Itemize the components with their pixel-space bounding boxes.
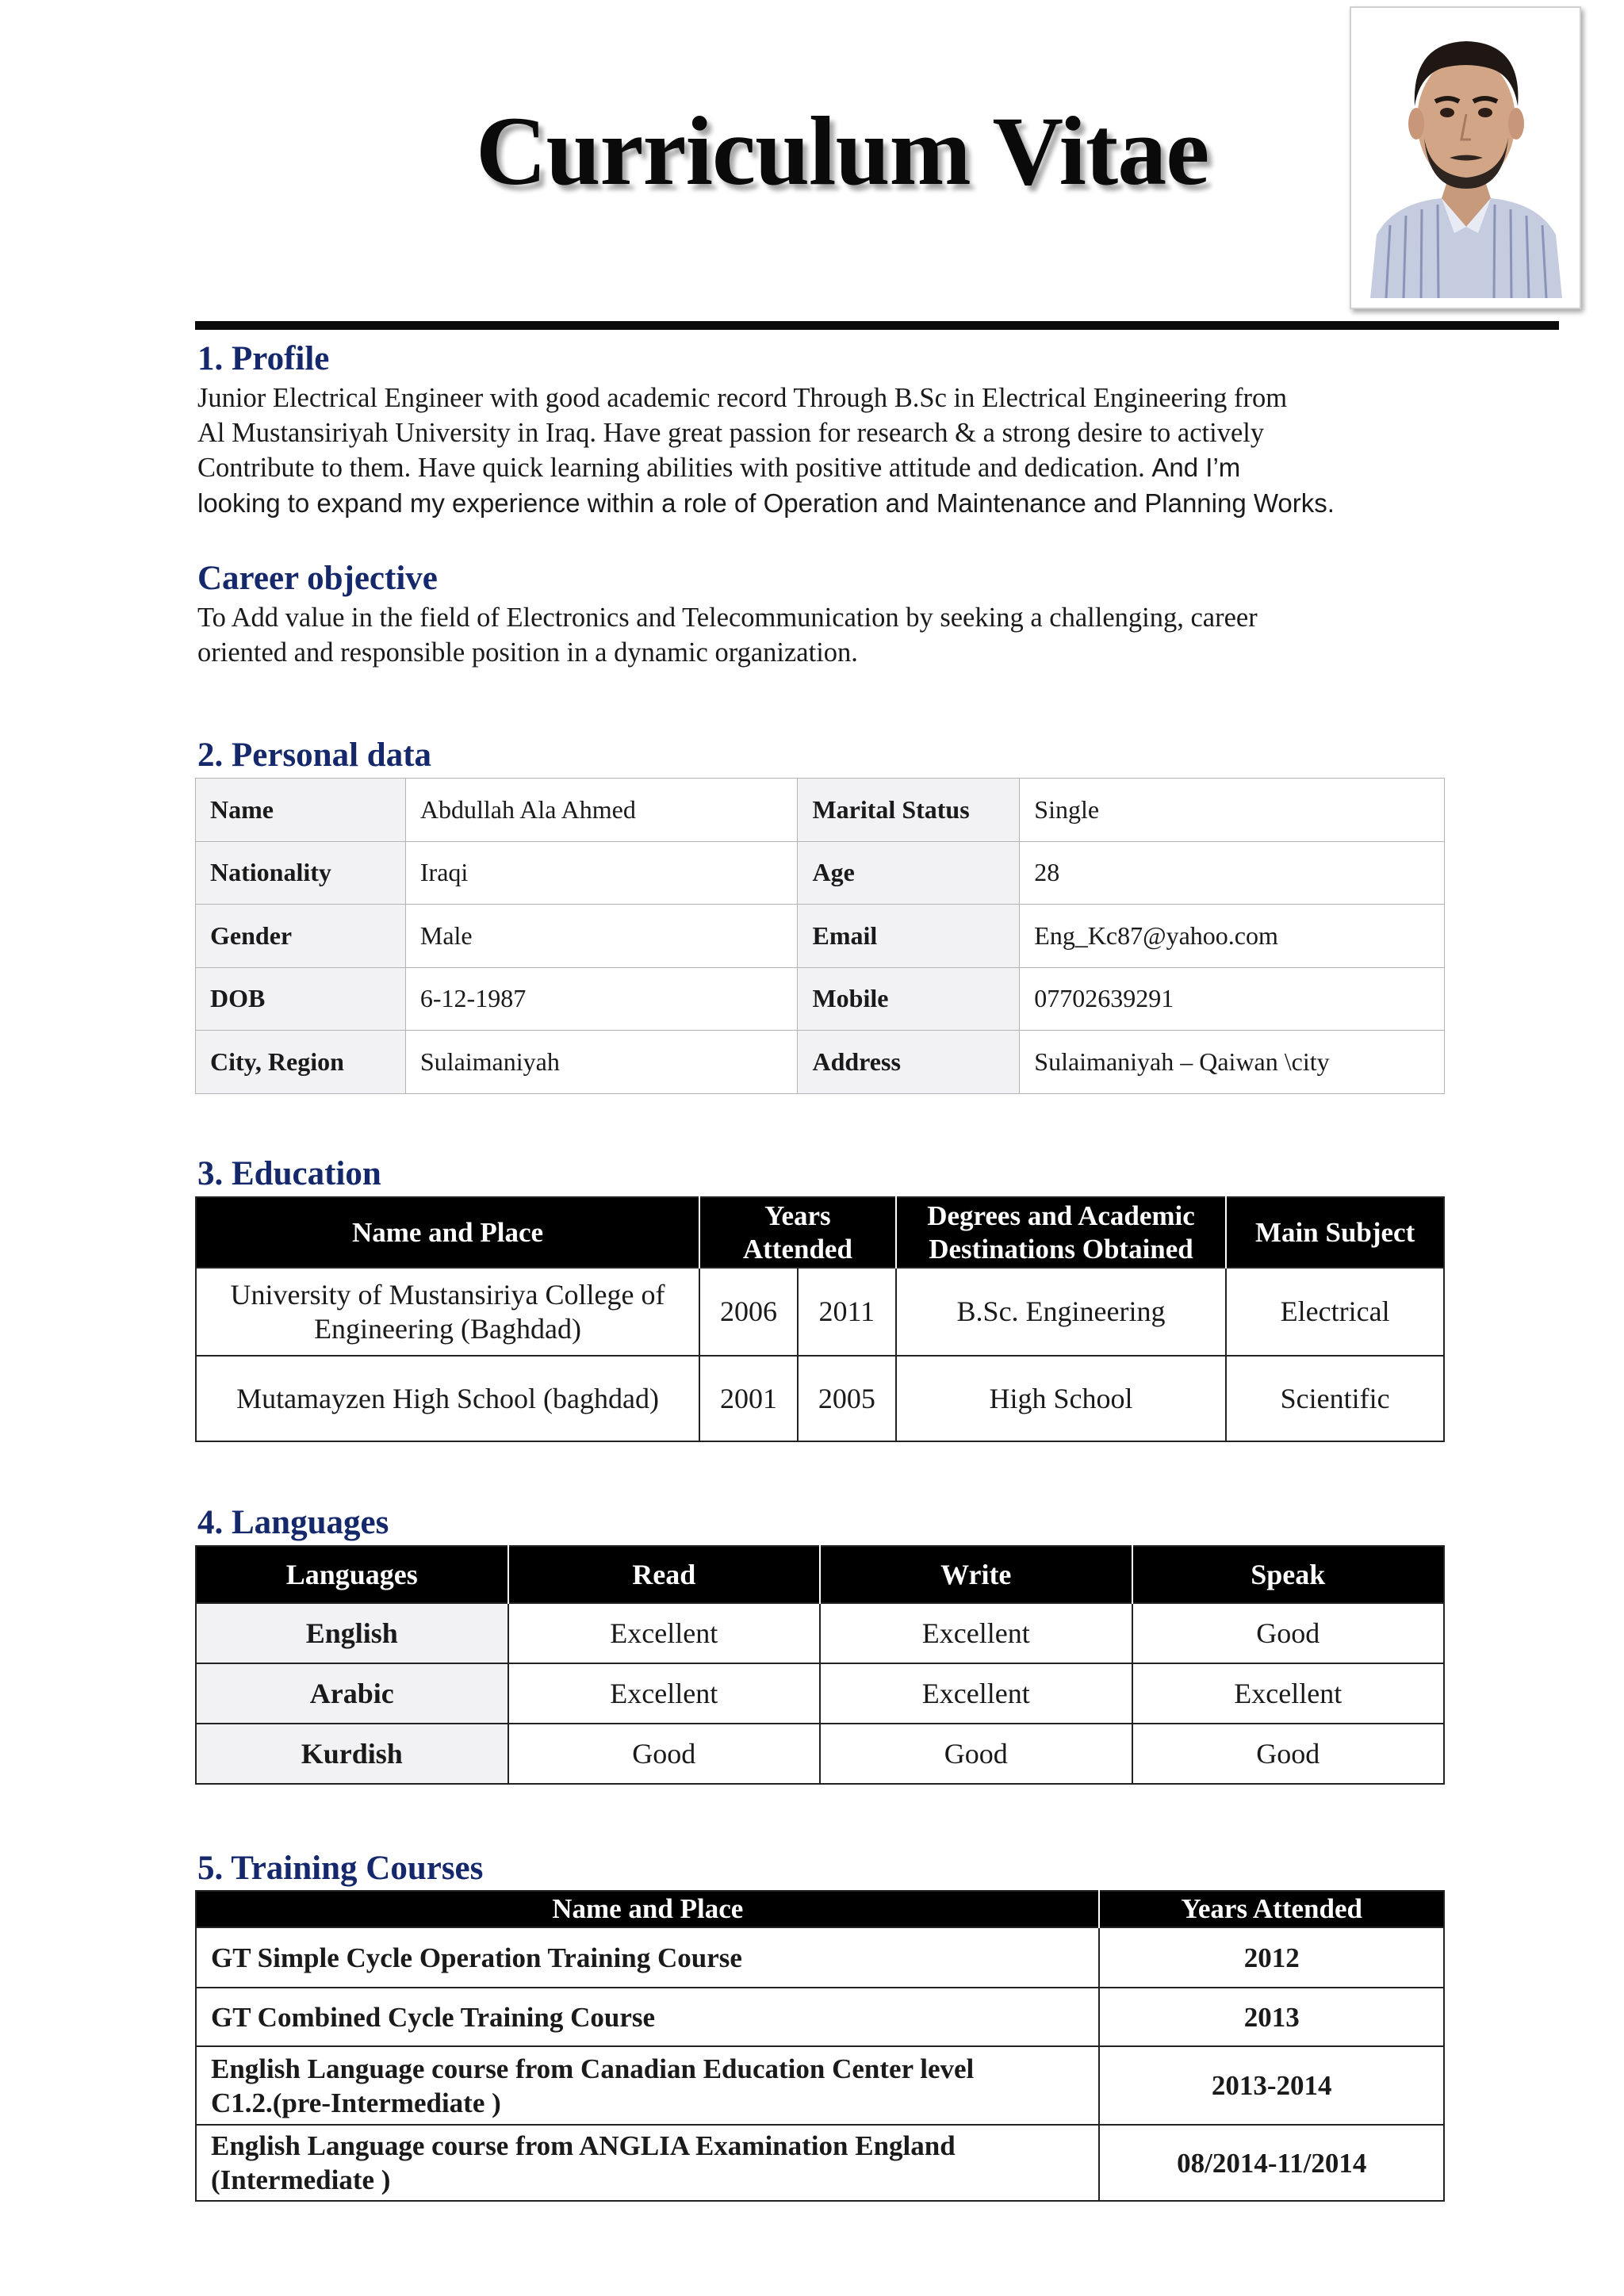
field-label: Mobile (798, 967, 1020, 1031)
main-subject: Electrical (1226, 1268, 1444, 1356)
read-level: Excellent (508, 1603, 820, 1663)
write-level: Good (820, 1724, 1132, 1784)
column-header: Years Attended (1099, 1891, 1444, 1927)
table-row (196, 2046, 1444, 2125)
write-level: Excellent (820, 1663, 1132, 1724)
language-name: Kurdish (196, 1724, 508, 1784)
table-header-row (196, 1197, 1444, 1268)
field-label: Nationality (196, 841, 406, 905)
field-value: Sulaimaniyah – Qaiwan \city (1020, 1031, 1445, 1094)
field-value: 6-12-1987 (405, 967, 798, 1031)
table-row (196, 1031, 1445, 1094)
read-level: Excellent (508, 1663, 820, 1724)
profile-line: Al Mustansiriyah University in Iraq. Have great passion for research & a strong desire to actively (197, 417, 1265, 448)
field-label: Marital Status (798, 779, 1020, 842)
field-value: Male (405, 905, 798, 968)
course-name: GT Simple Cycle Operation Training Course (196, 1927, 1099, 1988)
field-label: Gender (196, 905, 406, 968)
column-header: Name and Place (196, 1891, 1099, 1927)
training-table (195, 1890, 1445, 2202)
main-subject: Scientific (1226, 1356, 1444, 1441)
objective-line: To Add value in the field of Electronics and Telecommunication by seeking a challenging, career (197, 603, 1258, 633)
profile-line: Junior Electrical Engineer with good academic record Through B.Sc in Electrical Engineering from (197, 383, 1288, 413)
profile-line: Contribute to them. Have quick learning abilities with positive attitude and dedication. And I’m (197, 453, 1241, 483)
course-name: English Language course from Canadian Education Center level C1.2.(pre-Intermediate ) (196, 2046, 1099, 2125)
year-to: 2011 (798, 1268, 896, 1356)
field-value: 07702639291 (1020, 967, 1445, 1031)
profile-heading: 1. Profile (197, 340, 330, 377)
table-header-row (196, 1546, 1444, 1603)
column-header: Years Attended (699, 1197, 896, 1268)
table-header-row (196, 1891, 1444, 1927)
speak-level: Good (1132, 1724, 1445, 1784)
column-header: Write (820, 1546, 1132, 1603)
table-row (196, 905, 1445, 968)
column-header: Languages (196, 1546, 508, 1603)
table-row (196, 1663, 1444, 1724)
table-row (196, 1724, 1444, 1784)
field-value: Abdullah Ala Ahmed (405, 779, 798, 842)
personal-data-table (195, 778, 1445, 1094)
column-header: Name and Place (196, 1197, 699, 1268)
table-row (196, 2125, 1444, 2201)
email-value: Eng_Kc87@yahoo.com (1020, 905, 1445, 968)
languages-heading: 4. Languages (197, 1504, 389, 1541)
person-photo-icon (1362, 19, 1570, 298)
column-header: Degrees and Academic Destinations Obtained (896, 1197, 1226, 1268)
field-value: Iraqi (405, 841, 798, 905)
table-row (196, 841, 1445, 905)
speak-level: Excellent (1132, 1663, 1445, 1724)
language-name: Arabic (196, 1663, 508, 1724)
language-name: English (196, 1603, 508, 1663)
field-value: Single (1020, 779, 1445, 842)
page-title: Curriculum Vitae (476, 97, 1209, 205)
training-heading: 5. Training Courses (197, 1850, 484, 1887)
objective-line: oriented and responsible position in a dynamic organization. (197, 637, 858, 668)
field-value: 28 (1020, 841, 1445, 905)
objective-text (197, 601, 1434, 670)
profile-text (197, 381, 1434, 520)
write-level: Excellent (820, 1603, 1132, 1663)
column-header: Main Subject (1226, 1197, 1444, 1268)
table-row (196, 1927, 1444, 1988)
languages-table (195, 1545, 1445, 1785)
course-name: GT Combined Cycle Training Course (196, 1988, 1099, 2046)
school-name: University of Mustansiriya College of Engineering (Baghdad) (196, 1268, 699, 1356)
personal-heading: 2. Personal data (197, 737, 432, 774)
speak-level: Good (1132, 1603, 1445, 1663)
field-label: Address (798, 1031, 1020, 1094)
field-label: City, Region (196, 1031, 406, 1094)
field-label: DOB (196, 967, 406, 1031)
table-row (196, 967, 1445, 1031)
course-years: 2013 (1099, 1988, 1444, 2046)
field-label: Age (798, 841, 1020, 905)
field-label: Name (196, 779, 406, 842)
profile-photo (1350, 6, 1581, 309)
course-years: 2013-2014 (1099, 2046, 1444, 2125)
school-name: Mutamayzen High School (baghdad) (196, 1356, 699, 1441)
table-row (196, 1268, 1444, 1356)
objective-heading: Career objective (197, 560, 438, 597)
title-divider (195, 321, 1559, 330)
read-level: Good (508, 1724, 820, 1784)
table-row (196, 1356, 1444, 1441)
year-from: 2001 (699, 1356, 798, 1441)
course-years: 08/2014-11/2014 (1099, 2125, 1444, 2201)
degree: B.Sc. Engineering (896, 1268, 1226, 1356)
table-row (196, 779, 1445, 842)
table-row (196, 1988, 1444, 2046)
course-name: English Language course from ANGLIA Examination England (Intermediate ) (196, 2125, 1099, 2201)
profile-line: looking to expand my experience within a role of Operation and Maintenance and Planning Works. (197, 488, 1335, 518)
course-years: 2012 (1099, 1927, 1444, 1988)
year-from: 2006 (699, 1268, 798, 1356)
column-header: Read (508, 1546, 820, 1603)
education-heading: 3. Education (197, 1155, 381, 1192)
field-label: Email (798, 905, 1020, 968)
degree: High School (896, 1356, 1226, 1441)
year-to: 2005 (798, 1356, 896, 1441)
education-table (195, 1196, 1445, 1442)
column-header: Speak (1132, 1546, 1445, 1603)
table-row (196, 1603, 1444, 1663)
field-value: Sulaimaniyah (405, 1031, 798, 1094)
